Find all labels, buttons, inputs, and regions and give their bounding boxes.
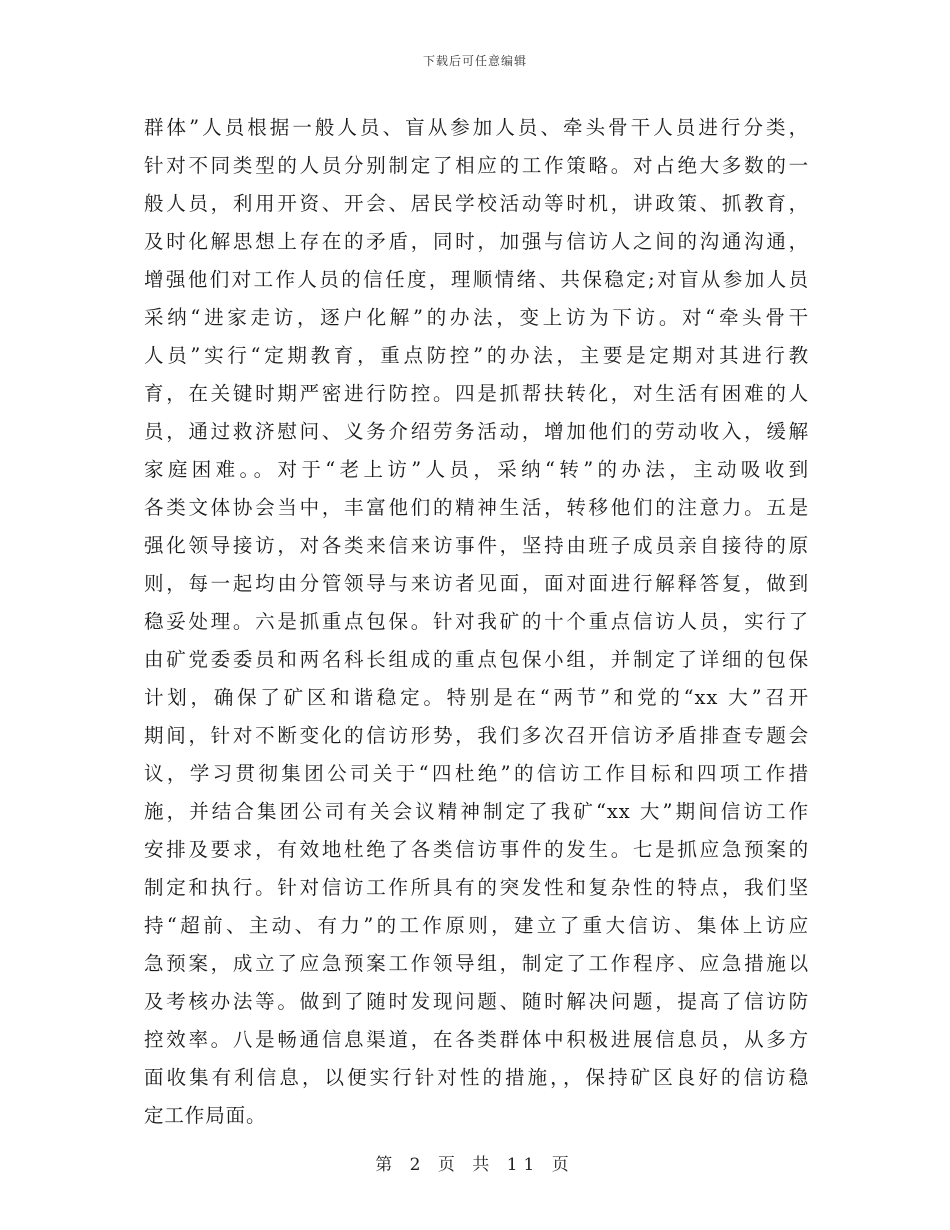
text-line: 由矿党委委员和两名科长组成的重点包保小组，并制定了详细的包保 [144, 648, 809, 671]
page-number: 第 2 页 共 11 页 [375, 1155, 575, 1175]
text-line: 般人员，利用开资、开会、居民学校活动等时机，讲政策、抓教育， [144, 192, 809, 215]
text-line: 安排及要求，有效地杜绝了各类信访事件的发生。七是抓应急预案的 [144, 838, 809, 861]
text-line: 采纳“进家走访，逐户化解”的办法，变上访为下访。对“牵头骨干 [144, 306, 809, 329]
text-line: 稳妥处理。六是抓重点包保。针对我矿的十个重点信访人员，实行了 [144, 610, 809, 633]
text-line: 人员”实行“定期教育，重点防控”的办法，主要是定期对其进行教 [144, 344, 809, 367]
text-line: 家庭困难。。对于“老上访”人员，采纳“转”的办法，主动吸收到 [144, 458, 809, 481]
text-line: 急预案，成立了应急预案工作领导组，制定了工作程序、应急措施以 [144, 952, 809, 975]
document-body [144, 109, 809, 1135]
text-line: 计划，确保了矿区和谐稳定。特别是在“两节”和党的“xx 大”召开 [144, 686, 809, 709]
text-line: 施，并结合集团公司有关会议精神制定了我矿“xx 大”期间信访工作 [144, 800, 809, 823]
text-line: 增强他们对工作人员的信任度，理顺情绪、共保稳定;对盲从参加人员 [144, 268, 809, 291]
text-line: 针对不同类型的人员分别制定了相应的工作策略。对占绝大多数的一 [144, 154, 809, 177]
text-line: 控效率。八是畅通信息渠道，在各类群体中积极进展信息员，从多方 [144, 1028, 809, 1051]
text-line-last: 定工作局面。 [144, 1104, 267, 1127]
text-line: 各类文体协会当中，丰富他们的精神生活，转移他们的注意力。五是 [144, 496, 809, 519]
text-line: 面收集有利信息，以便实行针对性的措施，，保持矿区良好的信访稳 [144, 1066, 809, 1089]
text-line: 制定和执行。针对信访工作所具有的突发性和复杂性的特点，我们坚 [144, 876, 809, 899]
text-line: 群体”人员根据一般人员、盲从参加人员、牵头骨干人员进行分类， [144, 116, 809, 139]
text-line: 强化领导接访，对各类来信来访事件，坚持由班子成员亲自接待的原 [144, 534, 809, 557]
text-line: 持“超前、主动、有力”的工作原则，建立了重大信访、集体上访应 [144, 914, 809, 937]
text-line: 及时化解思想上存在的矛盾，同时，加强与信访人之间的沟通沟通， [144, 230, 809, 253]
text-line: 育，在关键时期严密进行防控。四是抓帮扶转化，对生活有困难的人 [144, 382, 809, 405]
page-header-note: 下载后可任意编辑 [422, 54, 527, 68]
text-line: 则，每一起均由分管领导与来访者见面，面对面进行解释答复，做到 [144, 572, 809, 595]
text-line: 期间，针对不断变化的信访形势，我们多次召开信访矛盾排查专题会 [144, 724, 809, 747]
text-line: 议，学习贯彻集团公司关于“四杜绝”的信访工作目标和四项工作措 [144, 762, 809, 785]
text-line: 及考核办法等。做到了随时发现问题、随时解决问题，提高了信访防 [144, 990, 809, 1013]
text-line: 员，通过救济慰问、义务介绍劳务活动，增加他们的劳动收入，缓解 [144, 420, 809, 443]
